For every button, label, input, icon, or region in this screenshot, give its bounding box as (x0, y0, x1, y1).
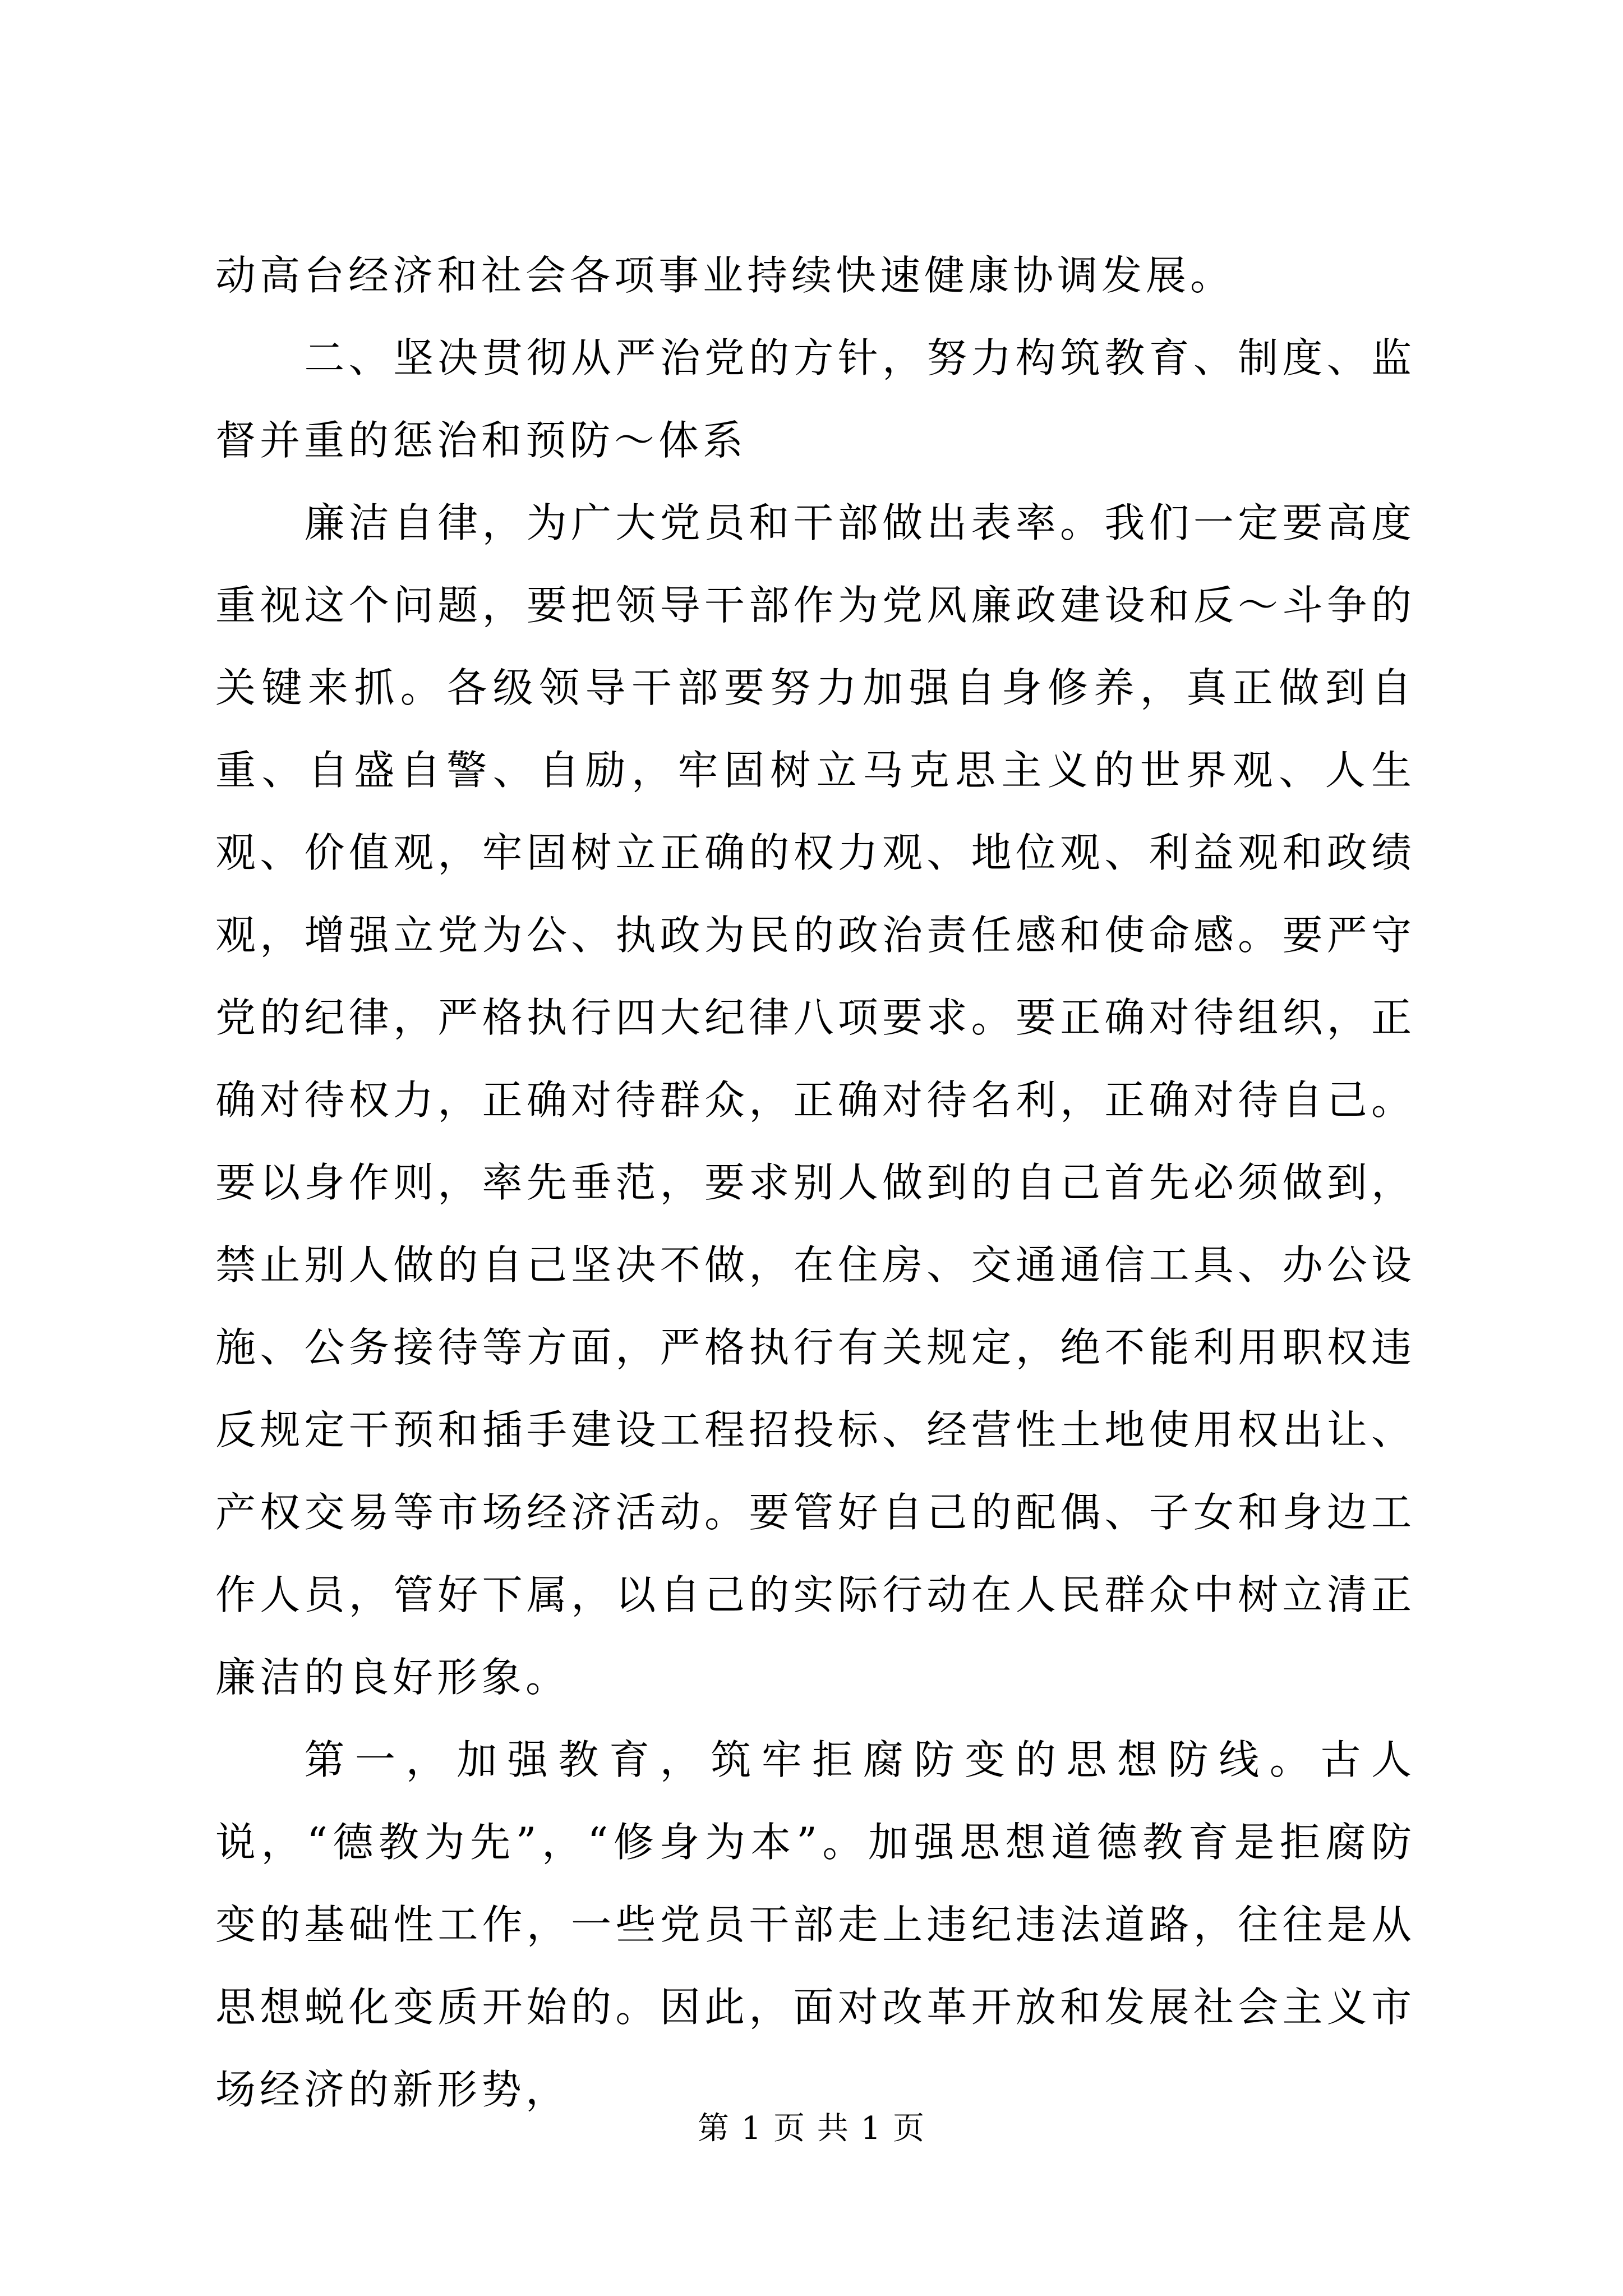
paragraph-self-discipline: 廉洁自律，为广大党员和干部做出表率。我们一定要高度重视这个问题，要把领导干部作为党风廉政建设和反～斗争的关键来抓。各级领导干部要努力加强自身修养，真正做到自重、自盛自警、自励，牢固树立马克思主义的世界观、人生观、价值观，牢固树立正确的权力观、地位观、利益观和政绩观，增强立党为公、执政为民的政治责任感和使命感。要严守党的纪律，严格执行四大纪律八项要求。要正确对待组织，正确对待权力，正确对待群众，正确对待名利，正确对待自己。要以身作则，率先垂范，要求别人做到的自己首先必须做到，禁止别人做的自己坚决不做，在住房、交通通信工具、办公设施、公务接待等方面，严格执行有关规定，绝不能利用职权违反规定干预和插手建设工程招投标、经营性土地使用权出让、产权交易等市场经济活动。要管好自己的配偶、子女和身边工作人员，管好下属，以自己的实际行动在人民群众中树立清正廉洁的良好形象。 (215, 499, 1415, 1701)
paragraph-continuation: 动高台经济和社会各项事业持续快速健康协调发展。 (215, 252, 1235, 299)
paragraph-first-education: 第一，加强教育，筑牢拒腐防变的思想防线。古人说，“德教为先”，“修身为本”。加强思想道德教育是拒腐防变的基础性工作，一些党员干部走上违纪违法道路，往往是从思想蜕化变质开始的。因此，面对改革开放和发展社会主义市场经济的新形势， (215, 1736, 1415, 2113)
page-footer: 第 1 页 共 1 页 (697, 2110, 926, 2147)
document-body (215, 234, 1415, 2131)
section-heading: 二、坚决贯彻从严治党的方针，努力构筑教育、制度、监督并重的惩治和预防～体系 (215, 334, 1415, 464)
